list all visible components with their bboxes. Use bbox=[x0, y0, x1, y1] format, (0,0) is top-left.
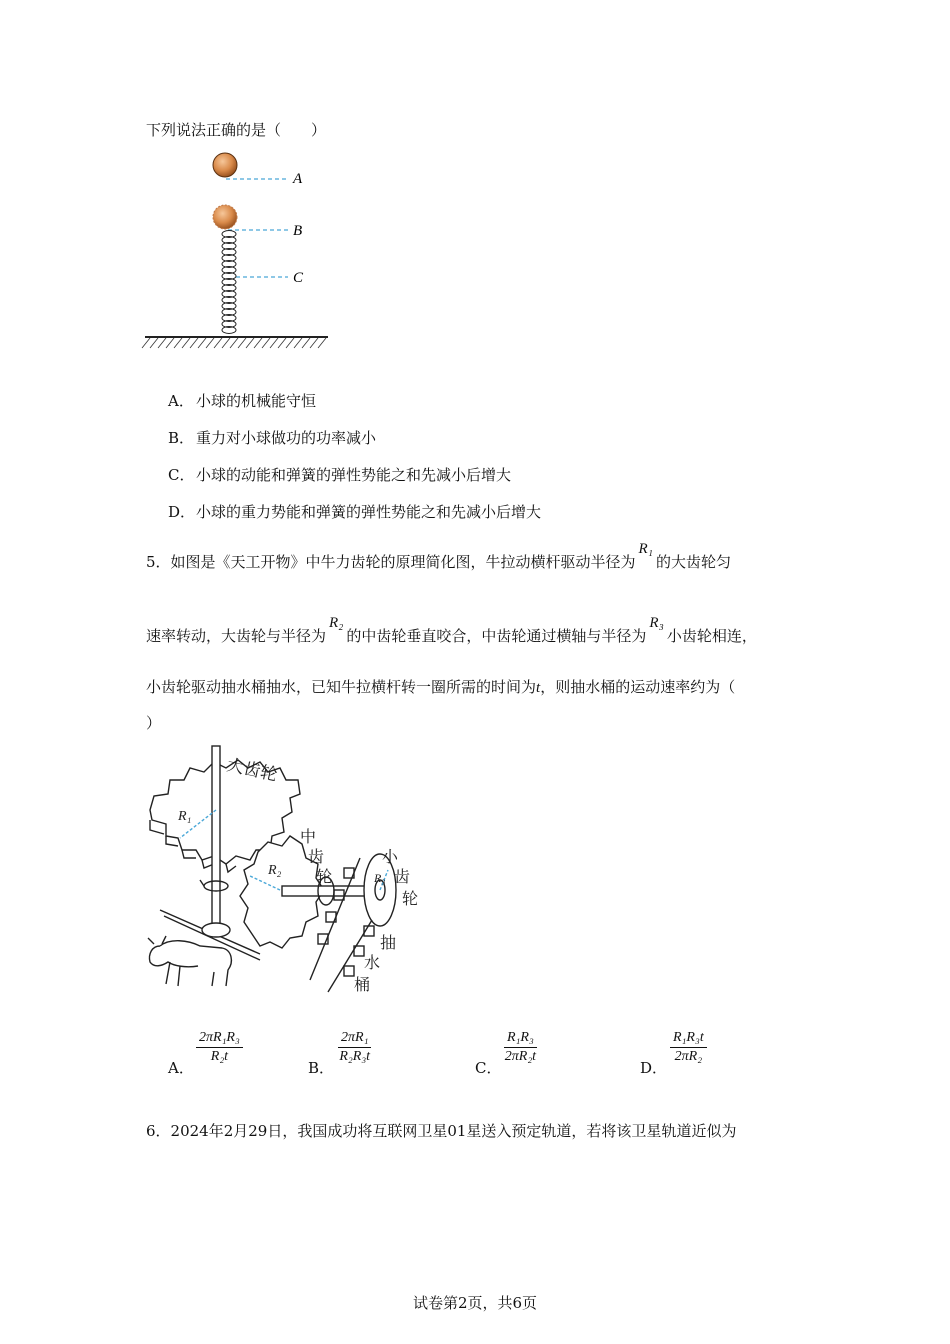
label-r3: R₃ bbox=[374, 871, 386, 885]
q5-option-d-fraction[interactable] bbox=[670, 1030, 707, 1065]
label-small-gear-3: 轮 bbox=[402, 891, 419, 908]
q4-option-text: 小球的重力势能和弹簧的弹性势能之和先减小后增大 bbox=[196, 503, 542, 521]
label-bucket-3: 桶 bbox=[354, 977, 371, 994]
spring-ball-figure bbox=[140, 148, 340, 358]
q4-option-a[interactable] bbox=[168, 391, 316, 411]
label-mid-gear-1: 中 bbox=[300, 829, 317, 846]
q4-option-letter: A． bbox=[168, 392, 194, 410]
q5-text: 小齿轮驱动抽水桶抽水，已知牛拉横杆转一圈所需的时间为 bbox=[146, 678, 537, 696]
label-mid-gear-2: 齿 bbox=[308, 849, 325, 866]
q5-text: 速率转动，大齿轮与半径为 bbox=[146, 627, 327, 645]
q5-var-r2: R₂ bbox=[329, 615, 344, 631]
gear-figure bbox=[140, 740, 440, 1000]
q5-text: 小齿轮相连， bbox=[666, 627, 757, 645]
q4-option-text: 小球的动能和弹簧的弹性势能之和先减小后增大 bbox=[196, 466, 512, 484]
q5-line-3 bbox=[146, 677, 735, 698]
q4-option-letter: C． bbox=[168, 466, 195, 484]
q5-text: 5．如图是《天工开物》中牛力齿轮的原理简化图，牛拉动横杆驱动半径为 bbox=[146, 553, 636, 571]
q4-option-c[interactable] bbox=[168, 465, 511, 485]
fraction-denominator: R₂R₃t bbox=[339, 1049, 371, 1064]
big-gear-shaft bbox=[212, 746, 220, 932]
label-a: A bbox=[293, 171, 303, 187]
q5-line-4: ） bbox=[146, 714, 162, 732]
q4-option-text: 重力对小球做功的功率减小 bbox=[196, 429, 377, 447]
label-bucket-2: 水 bbox=[364, 955, 381, 972]
q6-line-1: 6．2024年2月29日，我国成功将互联网卫星01星送入预定轨道，若将该卫星轨道近似为 bbox=[146, 1122, 737, 1140]
label-r1: R₁ bbox=[178, 809, 192, 824]
q5-option-c-letter[interactable]: C． bbox=[475, 1059, 502, 1077]
label-small-gear-2: 齿 bbox=[394, 869, 411, 886]
label-big-gear: 大齿轮 bbox=[225, 755, 280, 785]
fraction-numerator: R₁R₃ bbox=[504, 1030, 537, 1048]
label-bucket-1: 抽 bbox=[380, 935, 397, 952]
q5-text: 的中齿轮垂直咬合，中齿轮通过横轴与半径为 bbox=[346, 627, 647, 645]
q5-var-r3: R₃ bbox=[649, 615, 664, 631]
q5-option-c-fraction[interactable] bbox=[504, 1030, 537, 1065]
q5-text: 的大齿轮匀 bbox=[655, 553, 731, 571]
ball-a bbox=[213, 153, 237, 177]
fraction-denominator: 2πR₂t bbox=[504, 1049, 537, 1064]
page-footer: 试卷第2页，共6页 bbox=[412, 1294, 538, 1312]
q4-stem-tail: 下列说法正确的是（ ） bbox=[146, 121, 327, 139]
fraction-denominator: 2πR₂ bbox=[674, 1049, 703, 1064]
fraction-denominator: R₂t bbox=[210, 1049, 229, 1064]
fraction-numerator: 2πR₁R₃ bbox=[196, 1030, 243, 1048]
q4-option-letter: D． bbox=[168, 503, 196, 521]
q5-option-b-letter[interactable]: B． bbox=[308, 1059, 335, 1077]
label-c: C bbox=[293, 270, 304, 286]
q5-text: ，则抽水桶的运动速率约为（ bbox=[540, 678, 736, 696]
fraction-numerator: 2πR₁ bbox=[338, 1030, 371, 1048]
label-b: B bbox=[293, 223, 303, 239]
ox-icon bbox=[149, 941, 231, 986]
q5-var-t: t bbox=[536, 680, 541, 696]
q5-option-d-letter[interactable]: D． bbox=[640, 1059, 668, 1077]
q5-option-a-letter[interactable]: A． bbox=[168, 1059, 194, 1077]
fraction-numerator: R₁R₃t bbox=[670, 1030, 707, 1048]
q4-option-text: 小球的机械能守恒 bbox=[196, 392, 317, 410]
q5-line-2 bbox=[146, 615, 757, 647]
q4-option-d[interactable] bbox=[168, 502, 541, 522]
spring bbox=[222, 231, 236, 334]
q4-option-b[interactable] bbox=[168, 428, 376, 448]
q5-line-1 bbox=[146, 541, 731, 573]
q4-option-letter: B． bbox=[168, 429, 195, 447]
q5-option-b-fraction[interactable] bbox=[338, 1030, 371, 1065]
q5-var-r1: R₁ bbox=[638, 541, 653, 557]
q5-option-a-fraction[interactable] bbox=[196, 1030, 243, 1065]
ball-b bbox=[213, 205, 237, 229]
label-r2: R₂ bbox=[268, 863, 282, 878]
label-mid-gear-3: 轮 bbox=[316, 869, 333, 886]
label-small-gear-1: 小 bbox=[382, 849, 399, 866]
